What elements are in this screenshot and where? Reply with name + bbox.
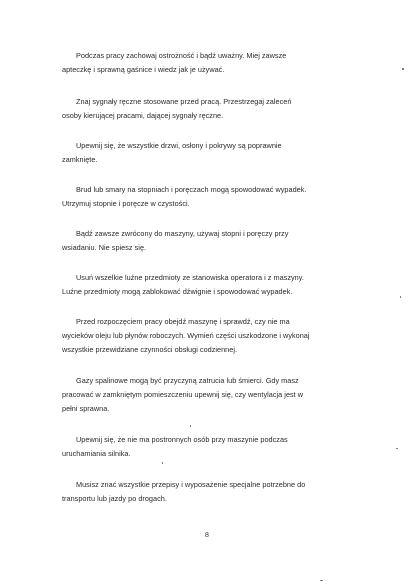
scan-speck — [396, 448, 398, 449]
text-line: pracować w zamkniętym pomieszczeniu upewnij się, czy wentylacja jest w — [62, 390, 304, 399]
paragraph-road-transport — [62, 478, 360, 506]
paragraph-bystanders — [62, 433, 360, 461]
paragraph-doors-closed — [62, 139, 360, 167]
text-line: osoby kierującej pracami, dającej sygnały ręczne. — [62, 111, 224, 120]
scan-speck — [400, 296, 401, 298]
paragraph-face-machine — [62, 227, 360, 255]
text-line: Upewnij się, że nie ma postronnych osób przy maszynie podczas — [76, 435, 288, 444]
text-line: apteczkę i sprawną gaśnice i wiedz jak je używać. — [62, 65, 225, 74]
text-line: pełni sprawna. — [62, 404, 110, 413]
text-line: wszystkie przewidziane czynności obsługi codziennej. — [62, 345, 238, 354]
text-line: uruchamiania silnika. — [62, 449, 131, 458]
page-number: 8 — [205, 532, 209, 539]
text-line: transportu lub jazdy po drogach. — [62, 494, 167, 503]
text-line: Usuń wszelkie luźne przedmioty ze stanowiska operatora i z maszyny. — [76, 273, 304, 282]
text-line: Luźne przedmioty mogą zablokować dźwignie i spowodować wypadek. — [62, 287, 293, 296]
text-line: wsiadaniu. Nie spiesz się. — [62, 243, 147, 252]
text-line: Bądź zawsze zwrócony do maszyny, używaj stopni i poręczy przy — [76, 229, 289, 238]
scan-speck — [320, 580, 323, 581]
text-line: Przed rozpoczęciem pracy obejdź maszynę i sprawdź, czy nie ma — [76, 317, 290, 326]
paragraph-loose-objects — [62, 271, 360, 299]
text-line: zamknięte. — [62, 155, 98, 164]
text-line: Podczas pracy zachowaj ostrożność i bądź uważny. Miej zawsze — [76, 51, 287, 60]
scan-speck — [402, 68, 404, 70]
paragraph-walkaround-check — [62, 315, 360, 357]
text-line: Utrzymuj stopnie i poręcze w czystości. — [62, 199, 190, 208]
paragraph-safety-caution — [62, 49, 360, 77]
paragraph-exhaust-gases — [62, 374, 360, 416]
text-line: Gazy spalinowe mogą być przyczyną zatrucia lub śmierci. Gdy masz — [76, 376, 299, 385]
scan-speck — [190, 425, 191, 427]
paragraph-hand-signals — [62, 95, 360, 123]
text-line: Znaj sygnały ręczne stosowane przed pracą. Przestrzegaj zaleceń — [76, 97, 292, 106]
text-line: Upewnij się, że wszystkie drzwi, osłony i pokrywy są poprawnie — [76, 141, 282, 150]
paragraph-clean-steps — [62, 183, 360, 211]
text-line: Brud lub smary na stopniach i poręczach mogą spowodować wypadek. — [76, 185, 307, 194]
text-line: Musisz znać wszystkie przepisy i wyposażenie specjalne potrzebne do — [76, 480, 306, 489]
text-line: wycieków oleju lub płynów roboczych. Wymień części uszkodzone i wykonaj — [62, 331, 310, 340]
scan-speck — [162, 462, 163, 464]
